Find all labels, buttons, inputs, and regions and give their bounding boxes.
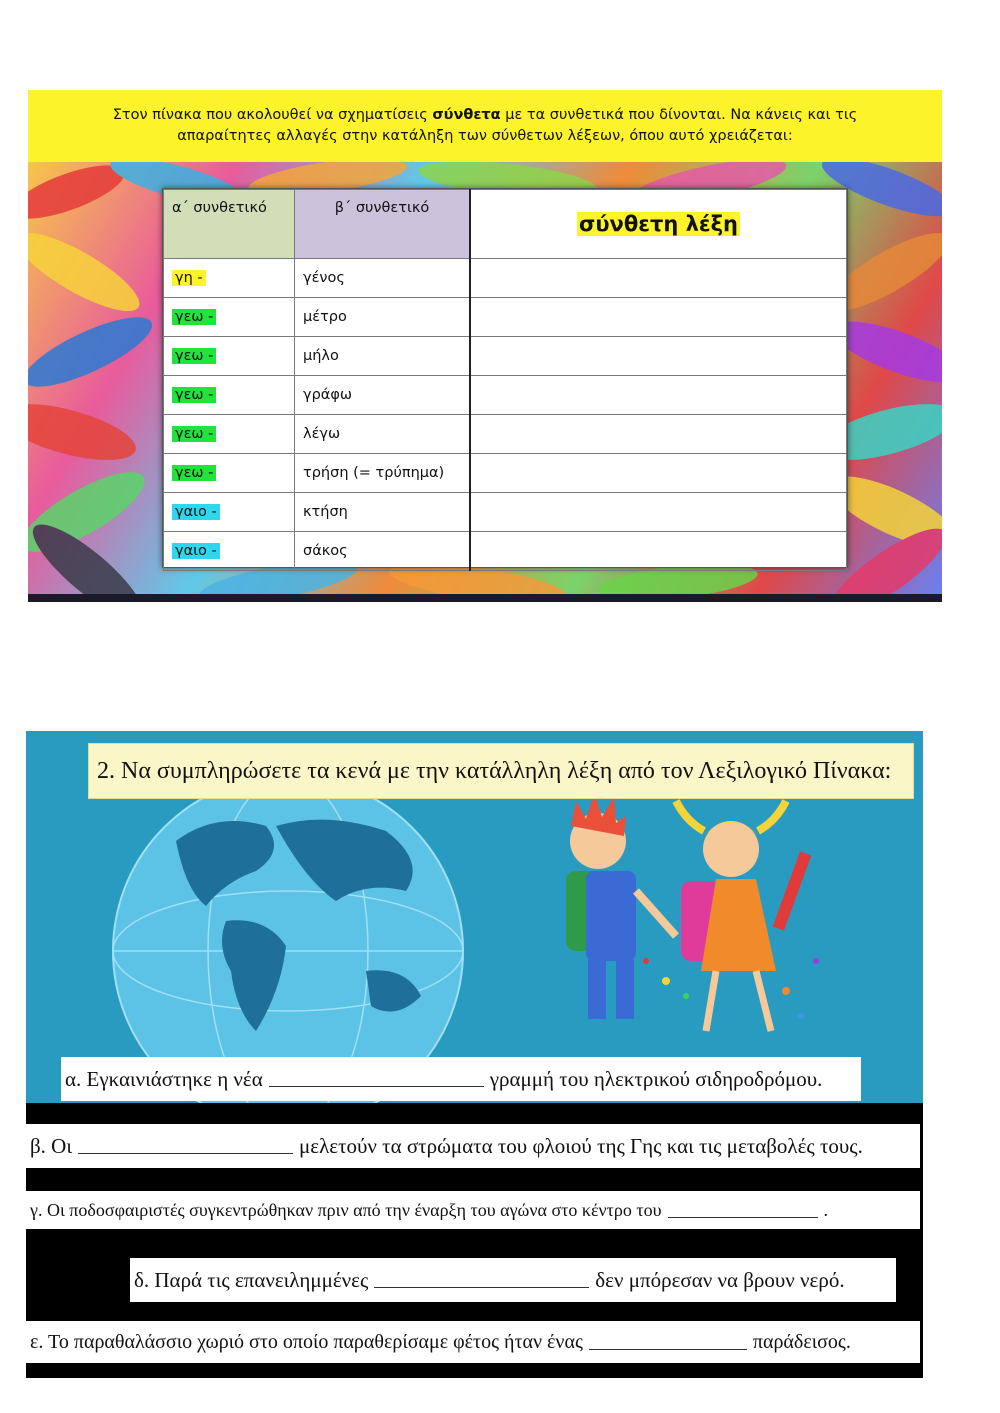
blank-e[interactable] [589,1348,747,1350]
cell-second-part: γένος [295,259,471,298]
blank-b[interactable] [78,1152,293,1154]
cell-second-part: γράφω [295,376,471,415]
sentence-e: ε. Το παραθαλάσσιο χωριό στο οποίο παραθερίσαμε φέτος ήταν ένας παράδεισος. [26,1321,920,1363]
cell-second-part: σάκος [295,532,471,571]
blank-d[interactable] [374,1286,589,1288]
table-row [164,259,847,298]
exercise-2-title: 2. Να συμπληρώσετε τα κενά με την κατάλληλη λέξη από τον Λεξιλογικό Πίνακα: [88,743,914,799]
compound-words-table [162,188,848,568]
cell-second-part: τρήση (= τρύπημα) [295,454,471,493]
illustration-panel [26,731,923,1103]
cell-prefix: γεω - [164,454,295,493]
instruction-line-2: απαραίτητες αλλαγές στην κατάληξη των σύνθετων λέξεων, όπου αυτό χρειάζεται: [177,128,793,144]
exercise-1 [28,90,942,602]
cell-prefix: γεω - [164,376,295,415]
sentence-d: δ. Παρά τις επανειλημμένες δεν μπόρεσαν να βρουν νερό. [130,1258,896,1302]
cell-second-part: κτήση [295,493,471,532]
table-row [164,337,847,376]
bottom-strip [28,594,942,602]
cell-prefix: γη - [164,259,295,298]
cell-second-part: λέγω [295,415,471,454]
table-row [164,493,847,532]
cell-prefix: γαιο - [164,532,295,571]
cell-prefix: γεω - [164,298,295,337]
header-col-b: β΄ συνθετικό [295,190,471,259]
cell-prefix: γεω - [164,415,295,454]
cell-second-part: μέτρο [295,298,471,337]
header-col-a: α΄ συνθετικό [164,190,295,259]
answer-cell[interactable] [470,493,847,532]
blank-a[interactable] [269,1085,484,1087]
answer-cell[interactable] [470,415,847,454]
blank-c[interactable] [668,1216,818,1218]
answer-cell[interactable] [470,337,847,376]
instruction-banner [28,90,942,162]
exercise-2 [26,731,923,1378]
table-row [164,454,847,493]
children-with-backpacks-icon [566,793,819,1031]
cell-prefix: γαιο - [164,493,295,532]
sentence-c: γ. Οι ποδοσφαιριστές συγκεντρώθηκαν πριν από την έναρξη του αγώνα στο κέντρο του . [26,1191,920,1229]
answer-cell[interactable] [470,259,847,298]
table-row [164,532,847,571]
table-header-row [164,190,847,259]
sentence-a: α. Εγκαινιάστηκε η νέα γραμμή του ηλεκτρικού σιδηροδρόμου. [61,1057,861,1101]
table-row [164,298,847,337]
table-row [164,415,847,454]
answer-cell[interactable] [470,454,847,493]
sentence-b: β. Οι μελετούν τα στρώματα του φλοιού της Γης και τις μεταβολές τους. [26,1124,920,1168]
table-row [164,376,847,415]
cell-prefix: γεω - [164,337,295,376]
cell-second-part: μήλο [295,337,471,376]
globe-illustration-icon [113,776,463,1103]
instruction-line-1: Στον πίνακα που ακολουθεί να σχηματίσεις σύνθετα με τα συνθετικά που δίνονται. Να κάνεις και τις [112,107,858,123]
answer-cell[interactable] [470,298,847,337]
answer-cell[interactable] [470,376,847,415]
header-col-c: σύνθετη λέξη [470,190,847,259]
answer-cell[interactable] [470,532,847,571]
